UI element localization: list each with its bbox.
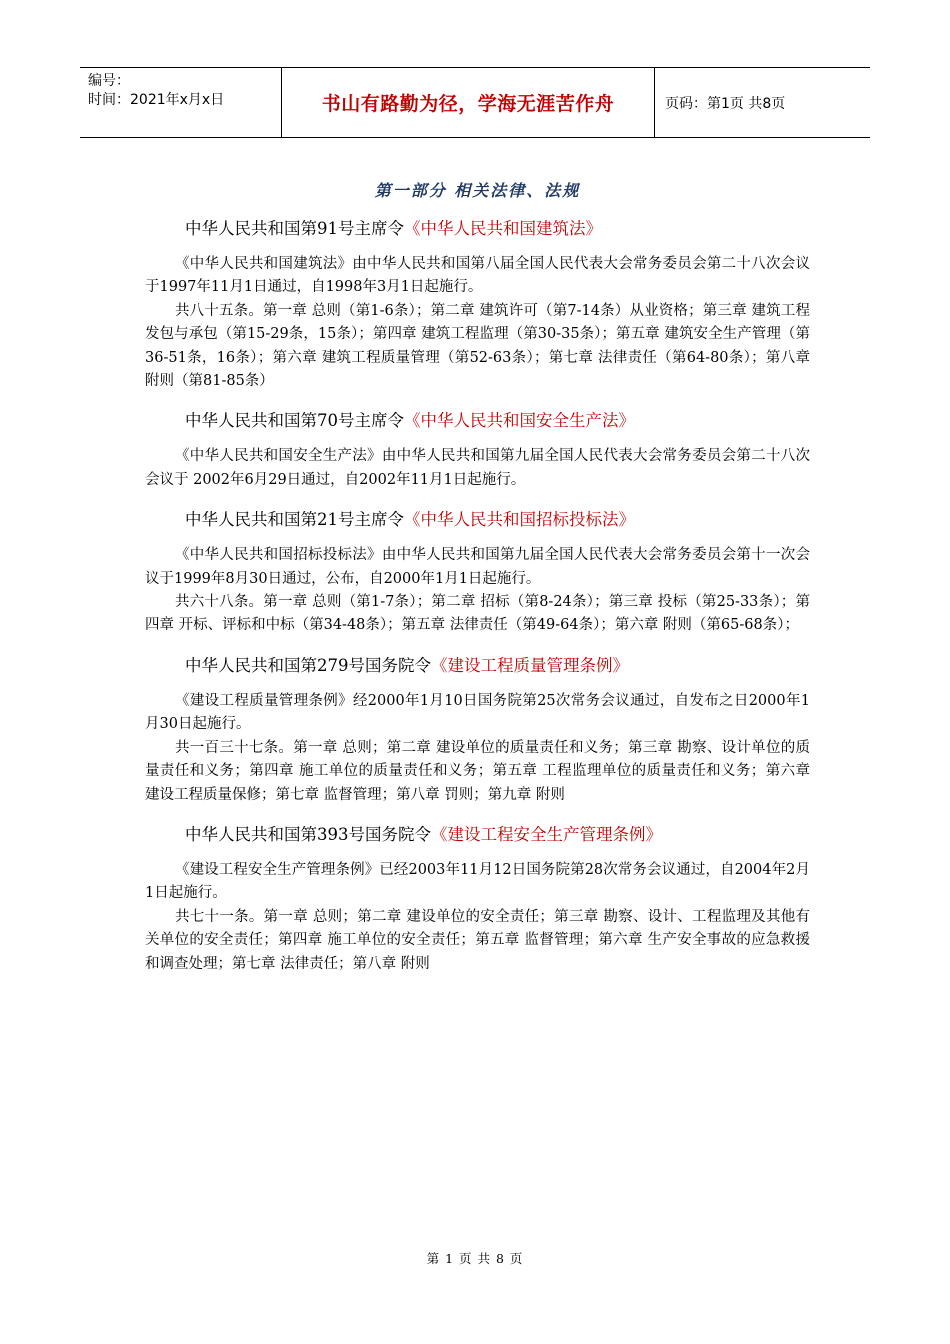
law-section-4	[145, 652, 810, 807]
law-decree: 中华人民共和国第279号国务院令	[185, 655, 431, 675]
law-heading	[185, 821, 810, 845]
header-meta-cell	[80, 68, 282, 137]
law-paragraph: 共六十八条。第一章 总则（第1-7条）；第二章 招标（第8-24条）；第三章 投标（第25-33条）；第四章 开标、评标和中标（第34-48条）；第五章 法律责任（第49-64条）；第六章 附则（第65-68条）；	[145, 594, 810, 634]
law-section-5	[145, 821, 810, 976]
law-paragraph: 共一百三十七条。第一章 总则；第二章 建设单位的质量责任和义务；第三章 勘察、设计单位的质量责任和义务；第四章 施工单位的质量责任和义务；第五章 工程监理单位的质量责任和义务；第六章 建设工程质量保修；第七章 监督管理；第八章 罚则；第九章 附则	[145, 739, 810, 803]
header-motto: 书山有路勤为径，学海无涯苦作舟	[282, 68, 655, 137]
document-time-label: 时间：2021年x月x日	[88, 92, 225, 108]
law-section-2	[145, 407, 810, 492]
law-paragraph: 共八十五条。第一章 总则（第1-6条）；第二章 建筑许可（第7-14条）从业资格；第三章 建筑工程发包与承包（第15-29条，15条）；第四章 建筑工程监理（第30-35条）；第五章 建筑安全生产管理（第36-51条，16条）；第六章 建筑工程质量管理（第52-63条）；第七章 法律责任（第64-80条）；第八章 附则（第81-85条）	[145, 302, 810, 390]
law-heading	[185, 652, 810, 676]
law-decree: 中华人民共和国第21号主席令	[185, 510, 404, 530]
law-paragraph: 《建设工程质量管理条例》经2000年1月10日国务院第25次常务会议通过，自发布之日2000年1月30日起施行。	[145, 692, 810, 733]
law-paragraph: 《中华人民共和国招标投标法》由中华人民共和国第九届全国人民代表大会常务委员会第十一次会议于1999年8月30日通过，公布，自2000年1月1日起施行。	[145, 547, 810, 587]
law-paragraph: 《中华人民共和国安全生产法》由中华人民共和国第九届全国人民代表大会常务委员会第二十八次会议于 2002年6月29日通过，自2002年11月1日起施行。	[145, 448, 810, 488]
law-heading	[185, 215, 810, 239]
law-heading	[185, 506, 810, 530]
law-title: 《建设工程质量管理条例》	[431, 655, 629, 675]
document-number-label: 编号：	[88, 73, 130, 89]
page-footer: 第 1 页 共 8 页	[426, 1251, 524, 1266]
law-title: 《建设工程安全生产管理条例》	[431, 824, 662, 844]
law-paragraph: 《建设工程安全生产管理条例》已经2003年11月12日国务院第28次常务会议通过，自2004年2月1日起施行。	[145, 861, 810, 902]
law-paragraph: 共七十一条。第一章 总则；第二章 建设单位的安全责任；第三章 勘察、设计、工程监理及其他有关单位的安全责任；第四章 施工单位的安全责任；第五章 监督管理；第六章 生产安全事故的应急救援和调查处理；第七章 法律责任；第八章 附则	[145, 908, 810, 972]
law-decree: 中华人民共和国第91号主席令	[185, 219, 404, 238]
header-table	[80, 67, 870, 138]
law-section-1	[145, 215, 810, 393]
part-title: 第一部分 相关法律、法规	[374, 181, 581, 200]
law-decree: 中华人民共和国第393号国务院令	[185, 824, 431, 844]
document-body	[145, 178, 810, 990]
header-page-info: 页码：第1页 共8页	[665, 95, 786, 112]
law-section-3	[145, 506, 810, 638]
law-title: 《中华人民共和国安全生产法》	[404, 411, 635, 431]
law-paragraph: 《中华人民共和国建筑法》由中华人民共和国第八届全国人民代表大会常务委员会第二十八次会议于1997年11月1日通过，自1998年3月1日起施行。	[145, 256, 810, 296]
law-decree: 中华人民共和国第70号主席令	[185, 411, 404, 431]
law-title: 《中华人民共和国建筑法》	[404, 219, 602, 238]
law-title: 《中华人民共和国招标投标法》	[404, 510, 635, 530]
law-heading	[185, 407, 810, 431]
